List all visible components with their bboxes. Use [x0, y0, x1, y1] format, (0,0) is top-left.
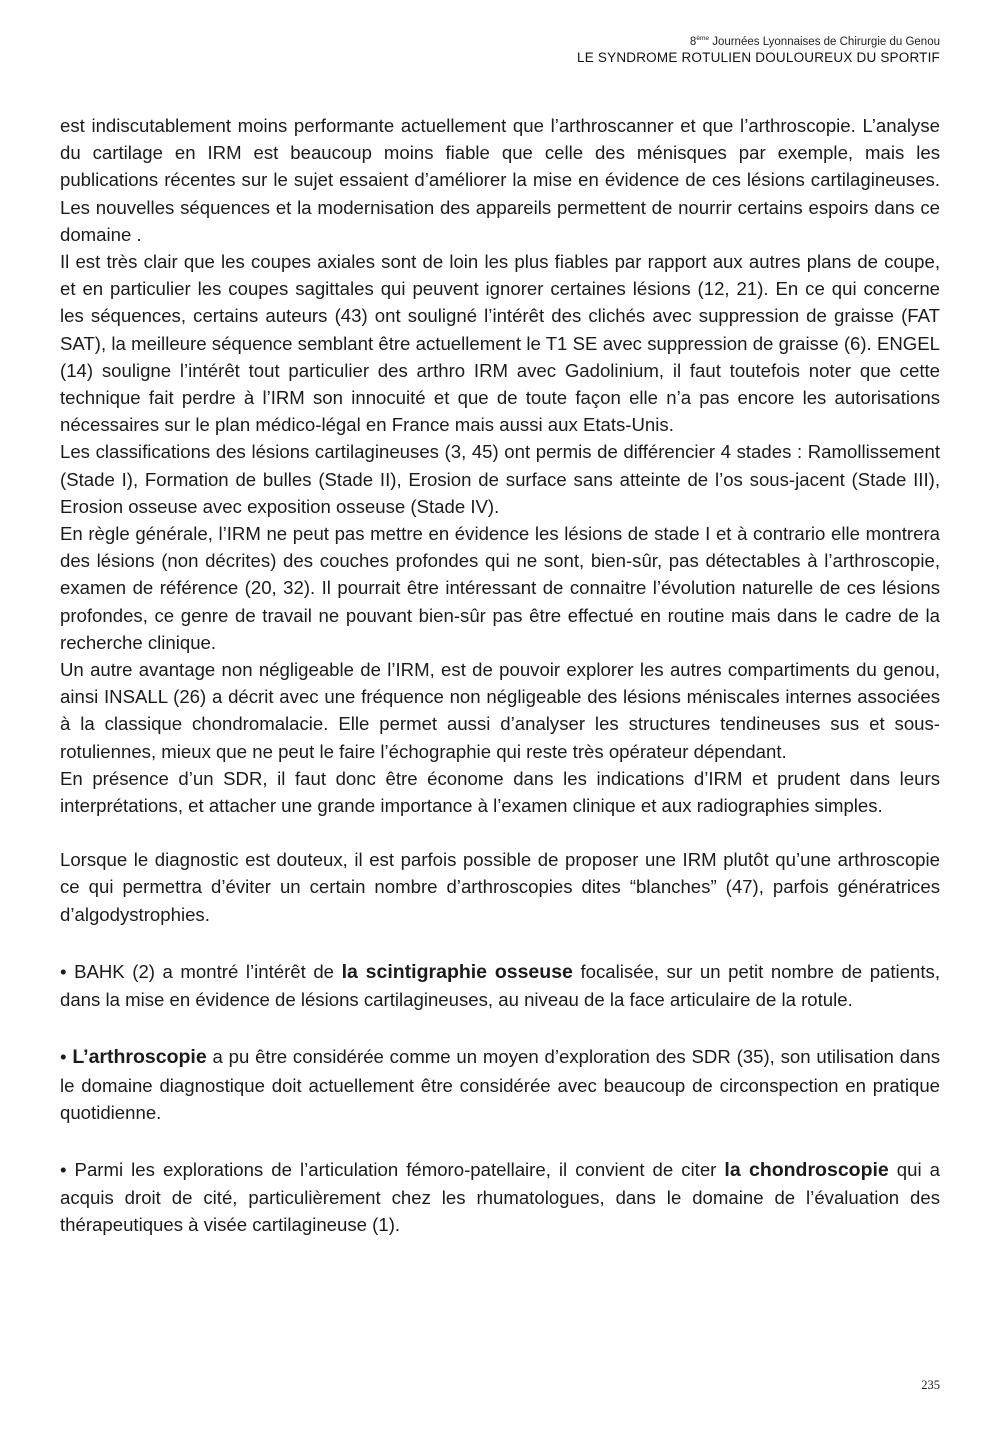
bullet-text: focalisée, sur un petit nombre de patients, dans la mise en évidence de lésions cartilagineuses, au niveau de la face articulaire de la rotule. — [60, 960, 940, 1011]
bullet-text: • BAHK (2) a montré l’intérêt de — [60, 960, 342, 982]
page-number: 235 — [921, 1378, 940, 1392]
bullet-text: • — [60, 1046, 73, 1068]
conference-ordinal-suffix: ème — [696, 35, 709, 43]
bullet-text: a pu être considérée comme un moyen d’exploration des SDR (35), son utilisation dans le domaine diagnostique doit actuellement être considérée avec beaucoup de circonspection en pratique quotidienne. — [60, 1046, 940, 1123]
paragraph: Un autre avantage non négligeable de l’IRM, est de pouvoir explorer les autres compartiments du genou, ainsi INSALL (26) a décrit avec une fréquence non négligeable des lésions méniscales internes associées à la classique chondromalacie. Elle permet aussi d’analyser les structures tendineuses sus et sous-rotuliennes, mieux que ne peut le faire l’échographie qui reste très opérateur dépendant. — [60, 659, 940, 762]
paragraph: En présence d’un SDR, il faut donc être économe dans les indications d’IRM et prudent dans leurs interprétations, et attacher une grande importance à l’examen clinique et aux radiographies simples. — [60, 767, 940, 817]
bullet-keyword: la scintigraphie osseuse — [341, 960, 573, 983]
paragraph: Il est très clair que les coupes axiales sont de loin les plus fiables par rapport aux autres plans de coupe, et en particulier les coupes sagittales qui peuvent ignorer certaines lésions (12, 21). En ce qui concerne les séquences, certains auteurs (43) ont souligné l’intérêt des clichés avec suppression de graisse (FAT SAT), la meilleure séquence semblant être actuellement le T1 SE avec suppression de graisse (6). ENGEL (14) souligne l’intérêt tout particulier des arthro IRM avec Gadolinium, il faut toutefois noter que cette technique fait perdre à l’IRM son innocuité et que de toute façon elle n’a pas encore les autorisations nécessaires sur le plan médico-légal en France mais aussi aux Etats-Unis. — [60, 251, 940, 436]
running-header — [577, 36, 940, 66]
paragraph: Lorsque le diagnostic est douteux, il est parfois possible de proposer une IRM plutôt qu’une arthroscopie ce qui permettra d’éviter un certain nombre d’arthroscopies dites “blanches” (47), parfois génératrices d’algodystrophies. — [60, 849, 940, 925]
running-title: LE SYNDROME ROTULIEN DOULOUREUX DU SPORTIF — [577, 50, 940, 66]
bullet-text: qui a acquis droit de cité, particulièrement chez les rhumatologues, dans le domaine de l’évaluation des thérapeutiques à visée cartilagineuse (1). — [60, 1158, 940, 1236]
conference-ordinal: 8 — [689, 36, 697, 48]
bullet-item — [60, 1043, 940, 1126]
body-text — [60, 112, 940, 1239]
paragraph: Les classifications des lésions cartilagineuses (3, 45) ont permis de différencier 4 stades : Ramollissement (Stade I), Formation de bulles (Stade II), Erosion de surface sans atteinte de l’os sous-jacent (Stade III), Erosion osseuse avec exposition osseuse (Stade IV). — [60, 441, 940, 517]
bullet-keyword: L’arthroscopie — [72, 1046, 207, 1069]
bullet-keyword: la chondroscopie — [724, 1158, 889, 1181]
paragraph: En règle générale, l’IRM ne peut pas mettre en évidence les lésions de stade I et à contrario elle montrera des lésions (non décrites) des couches profondes qui ne sont, bien-sûr, pas détectables à l’arthroscopie, examen de référence (20, 32). Il pourrait être intéressant de connaitre l’évolution naturelle de ces lésions profondes, ce genre de travail ne pouvant bien-sûr pas être effectué en routine mais dans le cadre de la recherche clinique. — [60, 523, 940, 653]
conference-line — [577, 36, 940, 49]
bullet-item — [60, 1156, 940, 1239]
bullet-item — [60, 958, 940, 1013]
bullet-text: • Parmi les explorations de l’articulation fémoro-patellaire, il convient de citer — [60, 1158, 725, 1180]
conference-name: Journées Lyonnaises de Chirurgie du Genou — [712, 36, 940, 48]
paragraph: est indiscutablement moins performante actuellement que l’arthroscanner et que l’arthroscopie. L’analyse du cartilage en IRM est beaucoup moins fiable que celle des ménisques par exemple, mais les publications récentes sur le sujet essaient d’améliorer la mise en évidence de ces lésions cartilagineuses. Les nouvelles séquences et la modernisation des appareils permettent de nourrir certains espoirs dans ce domaine . — [60, 115, 940, 245]
